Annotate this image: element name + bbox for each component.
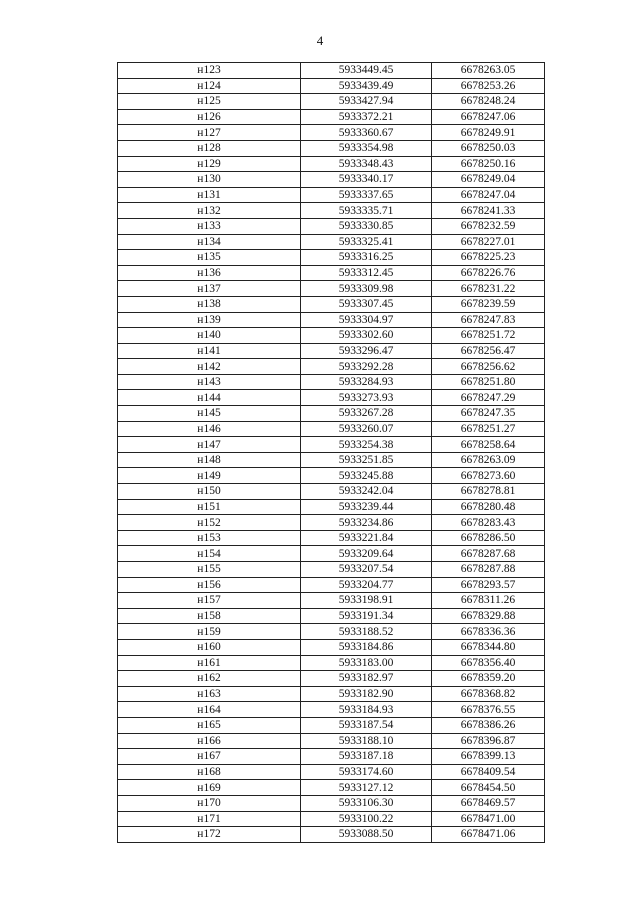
table-row	[118, 686, 545, 702]
point-id-cell: н144	[118, 390, 301, 406]
x-coordinate-cell: 5933284.93	[301, 374, 432, 390]
x-coordinate-cell: 5933198.91	[301, 593, 432, 609]
y-coordinate-cell: 6678251.72	[432, 328, 545, 344]
point-id-cell: н171	[118, 811, 301, 827]
x-coordinate-cell: 5933100.22	[301, 811, 432, 827]
x-coordinate-cell: 5933427.94	[301, 94, 432, 110]
x-coordinate-cell: 5933292.28	[301, 359, 432, 375]
table-row	[118, 468, 545, 484]
x-coordinate-cell: 5933372.21	[301, 109, 432, 125]
point-id-cell: н148	[118, 452, 301, 468]
table-row	[118, 125, 545, 141]
y-coordinate-cell: 6678283.43	[432, 515, 545, 531]
x-coordinate-cell: 5933183.00	[301, 655, 432, 671]
x-coordinate-cell: 5933360.67	[301, 125, 432, 141]
point-id-cell: н155	[118, 562, 301, 578]
y-coordinate-cell: 6678293.57	[432, 577, 545, 593]
table-row	[118, 733, 545, 749]
y-coordinate-cell: 6678409.54	[432, 764, 545, 780]
x-coordinate-cell: 5933254.38	[301, 437, 432, 453]
table-row	[118, 484, 545, 500]
table-row	[118, 702, 545, 718]
point-id-cell: н159	[118, 624, 301, 640]
table-row	[118, 78, 545, 94]
point-id-cell: н158	[118, 608, 301, 624]
table-row	[118, 281, 545, 297]
x-coordinate-cell: 5933348.43	[301, 156, 432, 172]
point-id-cell: н138	[118, 296, 301, 312]
y-coordinate-cell: 6678329.88	[432, 608, 545, 624]
point-id-cell: н152	[118, 515, 301, 531]
x-coordinate-cell: 5933184.86	[301, 639, 432, 655]
table-row	[118, 717, 545, 733]
table-row	[118, 203, 545, 219]
y-coordinate-cell: 6678263.09	[432, 452, 545, 468]
y-coordinate-cell: 6678273.60	[432, 468, 545, 484]
x-coordinate-cell: 5933221.84	[301, 530, 432, 546]
x-coordinate-cell: 5933127.12	[301, 780, 432, 796]
x-coordinate-cell: 5933188.10	[301, 733, 432, 749]
table-row	[118, 437, 545, 453]
x-coordinate-cell: 5933335.71	[301, 203, 432, 219]
point-id-cell: н130	[118, 172, 301, 188]
y-coordinate-cell: 6678247.29	[432, 390, 545, 406]
point-id-cell: н145	[118, 406, 301, 422]
table-row	[118, 265, 545, 281]
y-coordinate-cell: 6678469.57	[432, 795, 545, 811]
x-coordinate-cell: 5933106.30	[301, 795, 432, 811]
y-coordinate-cell: 6678248.24	[432, 94, 545, 110]
point-id-cell: н143	[118, 374, 301, 390]
point-id-cell: н140	[118, 328, 301, 344]
table-row	[118, 499, 545, 515]
x-coordinate-cell: 5933182.97	[301, 671, 432, 687]
x-coordinate-cell: 5933309.98	[301, 281, 432, 297]
table-row	[118, 374, 545, 390]
point-id-cell: н169	[118, 780, 301, 796]
x-coordinate-cell: 5933191.34	[301, 608, 432, 624]
y-coordinate-cell: 6678231.22	[432, 281, 545, 297]
point-id-cell: н157	[118, 593, 301, 609]
point-id-cell: н146	[118, 421, 301, 437]
point-id-cell: н136	[118, 265, 301, 281]
table-row	[118, 390, 545, 406]
x-coordinate-cell: 5933242.04	[301, 484, 432, 500]
x-coordinate-cell: 5933312.45	[301, 265, 432, 281]
point-id-cell: н123	[118, 63, 301, 79]
y-coordinate-cell: 6678386.26	[432, 717, 545, 733]
table-row	[118, 764, 545, 780]
x-coordinate-cell: 5933174.60	[301, 764, 432, 780]
point-id-cell: н137	[118, 281, 301, 297]
y-coordinate-cell: 6678471.00	[432, 811, 545, 827]
point-id-cell: н127	[118, 125, 301, 141]
y-coordinate-cell: 6678286.50	[432, 530, 545, 546]
x-coordinate-cell: 5933267.28	[301, 406, 432, 422]
y-coordinate-cell: 6678280.48	[432, 499, 545, 515]
x-coordinate-cell: 5933325.41	[301, 234, 432, 250]
point-id-cell: н126	[118, 109, 301, 125]
x-coordinate-cell: 5933354.98	[301, 140, 432, 156]
y-coordinate-cell: 6678258.64	[432, 437, 545, 453]
point-id-cell: н154	[118, 546, 301, 562]
y-coordinate-cell: 6678247.06	[432, 109, 545, 125]
table-row	[118, 795, 545, 811]
table-row	[118, 359, 545, 375]
y-coordinate-cell: 6678227.01	[432, 234, 545, 250]
point-id-cell: н163	[118, 686, 301, 702]
table-row	[118, 780, 545, 796]
x-coordinate-cell: 5933260.07	[301, 421, 432, 437]
point-id-cell: н133	[118, 218, 301, 234]
point-id-cell: н134	[118, 234, 301, 250]
x-coordinate-cell: 5933340.17	[301, 172, 432, 188]
table-row	[118, 296, 545, 312]
x-coordinate-cell: 5933307.45	[301, 296, 432, 312]
x-coordinate-cell: 5933273.93	[301, 390, 432, 406]
x-coordinate-cell: 5933184.93	[301, 702, 432, 718]
table-row	[118, 827, 545, 843]
table-row	[118, 624, 545, 640]
point-id-cell: н150	[118, 484, 301, 500]
y-coordinate-cell: 6678376.55	[432, 702, 545, 718]
point-id-cell: н125	[118, 94, 301, 110]
y-coordinate-cell: 6678250.16	[432, 156, 545, 172]
table-row	[118, 312, 545, 328]
y-coordinate-cell: 6678454.50	[432, 780, 545, 796]
y-coordinate-cell: 6678232.59	[432, 218, 545, 234]
point-id-cell: н124	[118, 78, 301, 94]
y-coordinate-cell: 6678256.47	[432, 343, 545, 359]
table-row	[118, 577, 545, 593]
table-row	[118, 421, 545, 437]
table-row	[118, 250, 545, 266]
y-coordinate-cell: 6678251.80	[432, 374, 545, 390]
point-id-cell: н128	[118, 140, 301, 156]
table-row	[118, 156, 545, 172]
x-coordinate-cell: 5933245.88	[301, 468, 432, 484]
x-coordinate-cell: 5933234.86	[301, 515, 432, 531]
table-row	[118, 109, 545, 125]
y-coordinate-cell: 6678287.68	[432, 546, 545, 562]
point-id-cell: н132	[118, 203, 301, 219]
point-id-cell: н160	[118, 639, 301, 655]
table-row	[118, 328, 545, 344]
table-row	[118, 94, 545, 110]
y-coordinate-cell: 6678399.13	[432, 749, 545, 765]
point-id-cell: н161	[118, 655, 301, 671]
y-coordinate-cell: 6678256.62	[432, 359, 545, 375]
point-id-cell: н135	[118, 250, 301, 266]
x-coordinate-cell: 5933088.50	[301, 827, 432, 843]
x-coordinate-cell: 5933182.90	[301, 686, 432, 702]
y-coordinate-cell: 6678226.76	[432, 265, 545, 281]
y-coordinate-cell: 6678396.87	[432, 733, 545, 749]
x-coordinate-cell: 5933337.65	[301, 187, 432, 203]
x-coordinate-cell: 5933188.52	[301, 624, 432, 640]
table-row	[118, 639, 545, 655]
y-coordinate-cell: 6678359.20	[432, 671, 545, 687]
y-coordinate-cell: 6678278.81	[432, 484, 545, 500]
x-coordinate-cell: 5933187.54	[301, 717, 432, 733]
table-row	[118, 515, 545, 531]
y-coordinate-cell: 6678336.36	[432, 624, 545, 640]
y-coordinate-cell: 6678471.06	[432, 827, 545, 843]
point-id-cell: н166	[118, 733, 301, 749]
table-row	[118, 406, 545, 422]
point-id-cell: н131	[118, 187, 301, 203]
table-row	[118, 187, 545, 203]
y-coordinate-cell: 6678241.33	[432, 203, 545, 219]
table-row	[118, 671, 545, 687]
table-row	[118, 655, 545, 671]
y-coordinate-cell: 6678249.04	[432, 172, 545, 188]
x-coordinate-cell: 5933187.18	[301, 749, 432, 765]
table-row	[118, 172, 545, 188]
x-coordinate-cell: 5933209.64	[301, 546, 432, 562]
table-row	[118, 608, 545, 624]
x-coordinate-cell: 5933239.44	[301, 499, 432, 515]
point-id-cell: н151	[118, 499, 301, 515]
table-row	[118, 811, 545, 827]
y-coordinate-cell: 6678344.80	[432, 639, 545, 655]
x-coordinate-cell: 5933330.85	[301, 218, 432, 234]
page-number: 4	[316, 33, 324, 48]
table-row	[118, 452, 545, 468]
point-id-cell: н153	[118, 530, 301, 546]
point-id-cell: н167	[118, 749, 301, 765]
point-id-cell: н147	[118, 437, 301, 453]
point-id-cell: н156	[118, 577, 301, 593]
table-row	[118, 749, 545, 765]
x-coordinate-cell: 5933251.85	[301, 452, 432, 468]
x-coordinate-cell: 5933207.54	[301, 562, 432, 578]
point-id-cell: н165	[118, 717, 301, 733]
y-coordinate-cell: 6678356.40	[432, 655, 545, 671]
y-coordinate-cell: 6678287.88	[432, 562, 545, 578]
y-coordinate-cell: 6678253.26	[432, 78, 545, 94]
y-coordinate-cell: 6678368.82	[432, 686, 545, 702]
table-row	[118, 546, 545, 562]
point-id-cell: н149	[118, 468, 301, 484]
coordinates-table-body	[118, 63, 545, 843]
point-id-cell: н164	[118, 702, 301, 718]
point-id-cell: н170	[118, 795, 301, 811]
table-row	[118, 343, 545, 359]
point-id-cell: н139	[118, 312, 301, 328]
point-id-cell: н129	[118, 156, 301, 172]
x-coordinate-cell: 5933316.25	[301, 250, 432, 266]
y-coordinate-cell: 6678247.35	[432, 406, 545, 422]
table-row	[118, 140, 545, 156]
point-id-cell: н172	[118, 827, 301, 843]
y-coordinate-cell: 6678247.83	[432, 312, 545, 328]
y-coordinate-cell: 6678247.04	[432, 187, 545, 203]
point-id-cell: н168	[118, 764, 301, 780]
table-row	[118, 63, 545, 79]
table-row	[118, 530, 545, 546]
y-coordinate-cell: 6678249.91	[432, 125, 545, 141]
x-coordinate-cell: 5933296.47	[301, 343, 432, 359]
point-id-cell: н142	[118, 359, 301, 375]
y-coordinate-cell: 6678239.59	[432, 296, 545, 312]
y-coordinate-cell: 6678311.26	[432, 593, 545, 609]
y-coordinate-cell: 6678251.27	[432, 421, 545, 437]
y-coordinate-cell: 6678263.05	[432, 63, 545, 79]
table-row	[118, 562, 545, 578]
y-coordinate-cell: 6678250.03	[432, 140, 545, 156]
table-row	[118, 218, 545, 234]
x-coordinate-cell: 5933449.45	[301, 63, 432, 79]
x-coordinate-cell: 5933302.60	[301, 328, 432, 344]
table-row	[118, 234, 545, 250]
x-coordinate-cell: 5933439.49	[301, 78, 432, 94]
point-id-cell: н141	[118, 343, 301, 359]
x-coordinate-cell: 5933304.97	[301, 312, 432, 328]
x-coordinate-cell: 5933204.77	[301, 577, 432, 593]
y-coordinate-cell: 6678225.23	[432, 250, 545, 266]
table-row	[118, 593, 545, 609]
coordinates-table	[117, 62, 545, 843]
point-id-cell: н162	[118, 671, 301, 687]
